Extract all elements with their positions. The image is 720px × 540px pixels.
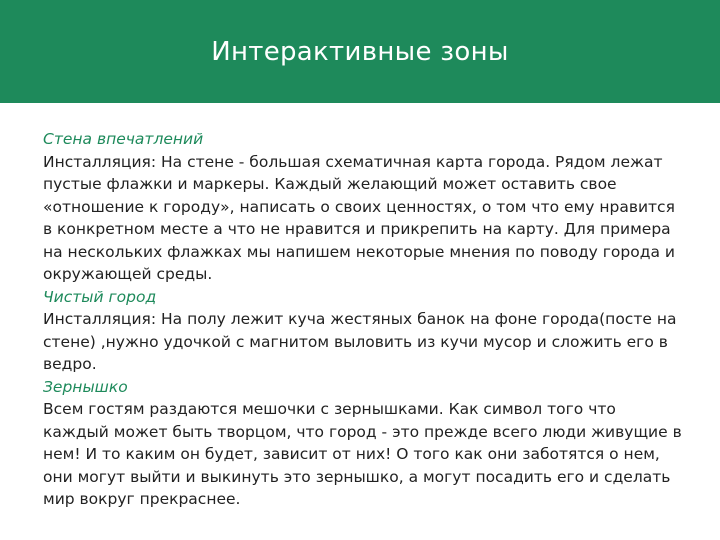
- zone-title: Зернышко: [43, 377, 128, 396]
- slide-body: [43, 128, 683, 511]
- zone-title: Стена впечатлений: [43, 130, 204, 148]
- zone-description: Всем гостям раздаются мешочки с зернышками. Как символ того что каждый может быть творцом, что город - это прежде всего люди живущие в нем! И то каким он будет, зависит от них! О того как они заботятся о нем, они могут выйти и выкинуть это зернышко, а могут посадить его и сделать мир вокруг прекраснее.: [43, 400, 682, 508]
- zone-description: Инсталляция: На полу лежит куча жестяных банок на фоне города(посте на стене) ,нужно удочкой с магнитом выловить из кучи мусор и сложить его в ведро.: [43, 310, 677, 373]
- slide-title: Интерактивные зоны: [211, 36, 509, 67]
- zone-description: Инсталляция: На стене - большая схематичная карта города. Рядом лежат пустые флажки и маркеры. Каждый желающий может оставить свое «отношение к городу», написать о своих ценностях, о том что ему нравится в конкретном месте а что не нравится и прикрепить на карту. Для примера на нескольких флажках мы напишем некоторые мнения по поводу города и окружающей среды.: [43, 152, 675, 283]
- zone-title: Чистый город: [43, 287, 157, 306]
- title-bar: [0, 0, 720, 103]
